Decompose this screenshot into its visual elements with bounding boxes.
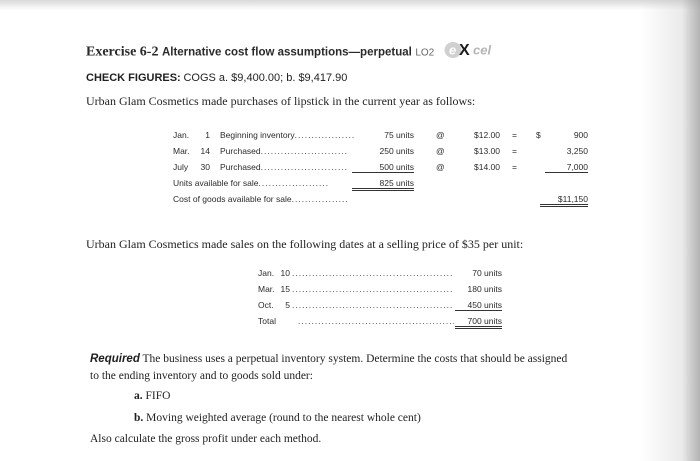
sale-row-leader [292,300,454,310]
page-right-edge [682,0,700,461]
sale-row-units: 450 units [455,300,502,311]
sale-row-leader [292,268,454,278]
sales-total-label: Total [258,316,276,326]
purchase-row-desc: Beginning inventory..... [220,130,355,140]
purchase-row-units: 75 units [384,130,414,140]
sale-row-date: Oct. [258,300,274,310]
equals-sign: = [512,130,517,140]
excel-logo [444,41,502,64]
check-figures [86,72,347,84]
svg-text:e: e [448,42,456,58]
purchase-row-day: 14 [200,146,210,156]
sale-row-date: Jan. [258,268,275,278]
page-top-shadow [0,0,700,10]
cost-available-label: Cost of goods available for sale..... [173,194,347,204]
exercise-heading [86,41,502,64]
purchase-row-total: 900 [573,130,588,140]
equals-sign: = [512,146,517,156]
sale-row-day: 15 [280,284,290,294]
purchase-row-date: Jan. [173,130,190,140]
units-available-label: Units available for sale..... [173,178,329,188]
required-closing: Also calculate the gross profit under each method. [90,433,322,445]
item-text: Moving weighted average (round to the nearest whole cent) [146,412,421,424]
required-text-line2: to the ending inventory and to goods sold under: [90,370,313,382]
svg-text:cel: cel [472,42,491,58]
exercise-number: Exercise 6-2 [86,44,159,60]
sales-intro: Urban Glam Cosmetics made sales on the following dates at a selling price of $35 per unit: [86,237,524,251]
sale-row-day: 10 [280,268,290,278]
learning-objective: LO2 [415,47,435,59]
required-label: Required [90,353,140,365]
sale-row-leader [292,284,454,294]
currency-sign: $ [536,130,541,140]
purchase-row-date: Mar. [173,146,190,156]
purchase-row-date: July [173,162,189,172]
purchases-intro: Urban Glam Cosmetics made purchases of lipstick in the current year as follows: [86,94,476,108]
required-item-b [134,412,421,424]
equals-sign: = [512,162,517,172]
units-available-value: 825 units [352,178,414,191]
exercise-title: Alternative cost flow assumptions—perpetual [161,46,412,59]
at-symbol: @ [436,130,445,140]
purchase-row-desc: Purchased..... [220,146,347,156]
purchase-row-price: $13.00 [474,146,500,156]
item-letter: a. [134,390,143,402]
purchase-row-price: $12.00 [474,130,500,140]
required-paragraph [90,353,567,365]
purchase-row-units: 500 units [352,162,414,173]
check-figures-label: CHECK FIGURES: [86,72,181,84]
required-item-a [134,390,170,402]
sale-row-units: 70 units [472,268,502,278]
item-text: FIFO [145,390,171,402]
purchase-row-day: 30 [200,162,210,172]
required-text-line1: The business uses a perpetual inventory system. Determine the costs that should be assigned [142,353,568,365]
purchase-row-desc: Purchased..... [220,162,347,172]
cost-available-value: $11,150 [540,194,588,207]
purchase-row-units: 250 units [379,146,414,156]
sale-row-units: 180 units [467,284,502,294]
sale-row-day: 5 [285,300,290,310]
purchase-row-total: 3,250 [566,146,588,156]
purchase-row-price: $14.00 [474,162,500,172]
check-figures-text: COGS a. $9,400.00; b. $9,417.90 [183,72,348,84]
at-symbol: @ [436,162,445,172]
purchase-row-total: 7,000 [545,162,588,173]
sale-row-date: Mar. [258,284,275,294]
sales-total-leader [298,316,454,326]
sales-total-value: 700 units [455,316,502,329]
svg-text:X: X [458,42,470,59]
at-symbol: @ [436,146,445,156]
purchase-row-day: 1 [205,130,210,140]
excel-logo-icon [444,41,502,59]
item-letter: b. [134,412,144,424]
